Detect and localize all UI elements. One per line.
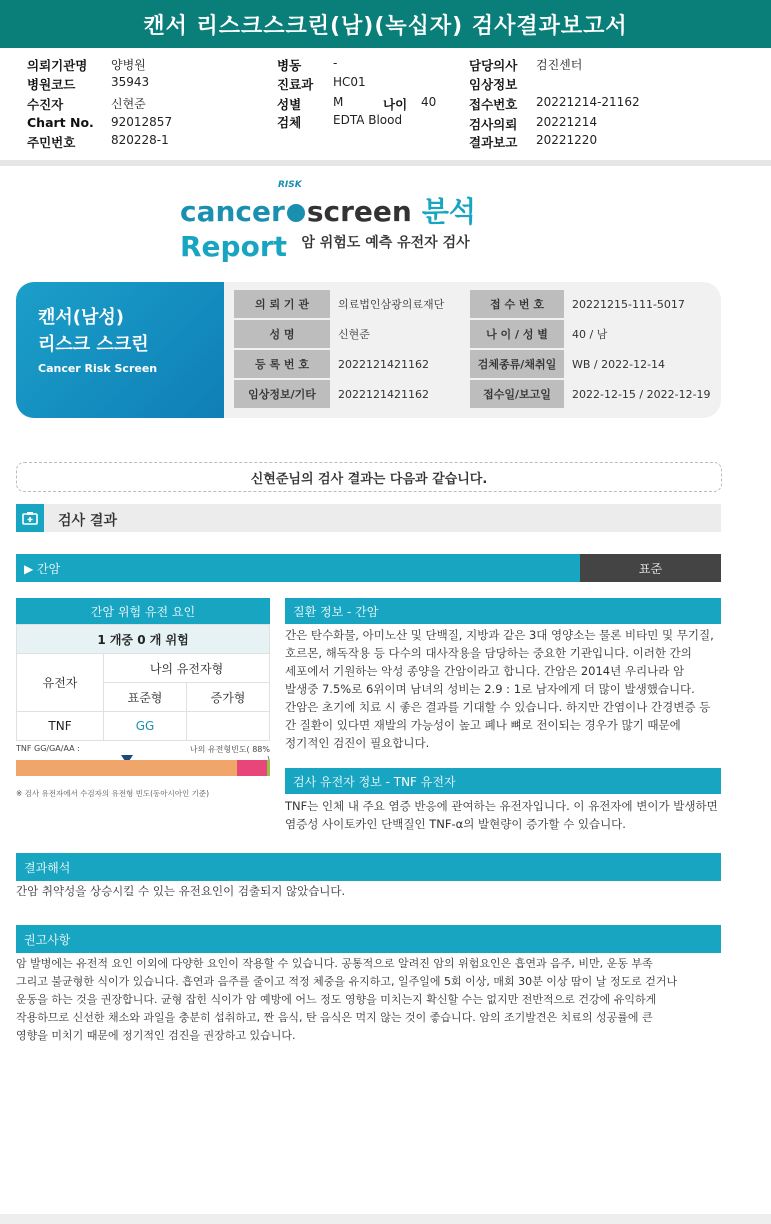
card-value: 2022121421162 — [338, 357, 429, 371]
card-label: 접수일/보고일 — [470, 380, 564, 408]
card-title-panel — [16, 282, 224, 418]
card-label: 임상정보/기타 — [234, 380, 330, 408]
text-line: 발생중 7.5%로 6위이며 남녀의 성비는 2.9 : 1로 남자에게 더 많이 발생했습니다. — [285, 682, 695, 696]
header-label: 검체 — [277, 115, 302, 130]
header-value: HC01 — [333, 75, 366, 89]
brand-screen: screen — [306, 195, 412, 228]
col-increase: 증가형 — [187, 683, 270, 712]
card-label: 의 뢰 기 관 — [234, 290, 330, 318]
header-label: 진료과 — [277, 77, 314, 92]
age-value: 40 — [421, 95, 437, 109]
disease-info-text — [285, 626, 725, 752]
header-value: EDTA Blood — [333, 113, 403, 127]
text-line: 염증성 사이토카인 단백질인 TNF-α의 발현량이 증가할 수 있습니다. — [285, 817, 626, 831]
gene-count: 1 개중 0 개 위험 — [17, 625, 270, 654]
card-value: WB / 2022-12-14 — [572, 357, 666, 371]
header-value: M — [333, 95, 344, 109]
freq-right-label: 나의 유전형빈도( 88% — [189, 745, 270, 754]
text-line: 세포에서 기원하는 악성 종양을 간암이라고 합니다. 간암은 2014년 우리나라 암 — [285, 664, 685, 678]
disease-info-title: 질환 정보 - 간암 — [285, 598, 721, 624]
text-line: 작용하므로 신선한 채소와 과일을 충분히 섭취하고, 짠 음식, 탄 음식은 먹지 않는 것이 좋습니다. 암의 조기발견은 치료의 성공률에 큰 — [16, 1011, 653, 1024]
header-value: 20221214 — [536, 115, 598, 129]
risk-status-badge: 표준 — [580, 554, 721, 582]
age-label: 나이 — [383, 97, 408, 112]
header-label: 접수번호 — [469, 97, 518, 112]
text-line: 영향을 미치기 때문에 정기적인 검진을 권장하고 있습니다. — [16, 1029, 296, 1042]
standard-value: GG — [104, 712, 187, 741]
result-summary: 신현준님의 검사 결과는 다음과 같습니다. — [16, 462, 722, 492]
header-value: 검진센터 — [536, 58, 583, 72]
gene-table-title: 간암 위험 유전 요인 — [16, 598, 270, 624]
gene-name: TNF — [17, 712, 104, 741]
text-line: TNF는 인체 내 주요 염증 반응에 관여하는 유전자입니다. 이 유전자에 변이가 발생하면 — [285, 799, 718, 813]
card-value: 20221215-111-5017 — [572, 297, 685, 311]
report-title: 캔서 리스크스크린(남)(녹십자) 검사결과보고서 — [0, 0, 771, 48]
card-value: 40 / 남 — [572, 328, 608, 341]
gene-table — [16, 624, 270, 741]
text-line: 암 발병에는 유전적 요인 이외에 다양한 요인이 작용할 수 있습니다. 공통적으로 알려진 암의 위험요인은 흡연과 음주, 비만, 운동 부족 — [16, 957, 653, 970]
header-label: 결과보고 — [469, 135, 518, 150]
card-title-en: Cancer Risk Screen — [38, 362, 158, 375]
card-title-line2: 리스크 스크린 — [38, 334, 149, 355]
header-label: 수진자 — [27, 97, 64, 112]
result-icon — [16, 504, 44, 532]
header-label: Chart No. — [27, 115, 94, 130]
patient-info-card — [16, 282, 721, 418]
footer-strip — [0, 1214, 771, 1224]
header-divider — [0, 160, 771, 166]
card-label: 성 명 — [234, 320, 330, 348]
header-value: - — [333, 56, 338, 70]
header-label: 의뢰기관명 — [27, 58, 88, 73]
plus-circle-icon — [287, 204, 305, 222]
card-value: 2022121421162 — [338, 387, 429, 401]
header-label: 병동 — [277, 58, 302, 73]
card-label: 검체종류/채취일 — [470, 350, 564, 378]
freq-left-label: TNF GG/GA/AA : — [16, 744, 80, 753]
header-value: 92012857 — [111, 115, 173, 129]
text-line: 호르몬, 해독작용 등 다수의 대사작용을 담당하는 중요한 기관입니다. 이러한 간의 — [285, 646, 692, 660]
text-line: 간암은 초기에 치료 시 좋은 결과를 기대할 수 있습니다. 하지만 간염이나 간경변증 등 — [285, 700, 711, 714]
brand-report: 분석 Report — [180, 195, 476, 263]
header-value: 20221220 — [536, 133, 598, 147]
interpretation-title: 결과해석 — [16, 853, 721, 881]
header-info — [0, 48, 771, 158]
header-value: 신현준 — [111, 97, 146, 111]
gene-info-text — [285, 797, 725, 833]
header-value: 양병원 — [111, 58, 146, 72]
card-value: 2022-12-15 / 2022-12-19 — [572, 387, 711, 401]
card-label: 나 이 / 성 별 — [470, 320, 564, 348]
interpretation-text: 간암 취약성을 상승시킬 수 있는 유전요인이 검출되지 않았습니다. — [16, 884, 346, 898]
header-label: 병원코드 — [27, 77, 76, 92]
header-label: 임상정보 — [469, 77, 518, 92]
brand-risk: RISK — [278, 180, 302, 190]
card-title-line1: 캔서(남성) — [38, 307, 125, 328]
cancer-name: ▶ 간암 — [24, 561, 61, 576]
recommendation-text — [16, 955, 726, 1045]
freq-bar-end — [267, 760, 270, 776]
brand-cancer: cancer — [180, 195, 285, 228]
freq-bar-major — [16, 760, 237, 776]
header-value: 35943 — [111, 75, 150, 89]
freq-note: ※ 검사 유전자에서 수검자의 유전형 빈도(동아시아인 기준) — [16, 789, 210, 798]
card-label: 접 수 번 호 — [470, 290, 564, 318]
cancer-type-bar — [16, 554, 580, 582]
increase-value — [187, 712, 270, 741]
section-header — [16, 504, 721, 532]
col-my-genotype: 나의 유전자형 — [104, 654, 270, 683]
header-label: 담당의사 — [469, 58, 518, 73]
card-value: 의료법인삼광의료재단 — [338, 298, 445, 311]
recommendation-title: 권고사항 — [16, 925, 721, 953]
header-label: 검사의뢰 — [469, 117, 518, 132]
header-value: 820228-1 — [111, 133, 169, 147]
card-value: 신현준 — [338, 328, 370, 341]
header-value: 20221214-21162 — [536, 95, 640, 109]
freq-bar — [16, 760, 270, 776]
header-label: 주민번호 — [27, 135, 76, 150]
header-label: 성별 — [277, 97, 302, 112]
text-line: 정기적인 검진이 필요합니다. — [285, 736, 430, 750]
brand-subtitle: 암 위험도 예측 유전자 검사 — [301, 235, 470, 251]
col-gene: 유전자 — [17, 654, 104, 712]
section-title: 검사 결과 — [58, 513, 117, 529]
col-standard: 표준형 — [104, 683, 187, 712]
text-line: 그리고 불균형한 식이가 있습니다. 흡연과 음주를 줄이고 적정 체중을 유지하고, 일주일에 5회 이상, 매회 30분 이상 땀이 날 정도로 걷거나 — [16, 975, 678, 988]
text-line: 간 질환이 있다면 재발의 가능성이 높고 폐나 뼈로 전이되는 경우가 많기 때문에 — [285, 718, 681, 732]
card-label: 등 록 번 호 — [234, 350, 330, 378]
freq-bar-minor — [237, 760, 267, 776]
gene-info-title: 검사 유전자 정보 - TNF 유전자 — [285, 768, 721, 794]
text-line: 운동을 하는 것을 권장합니다. 균형 잡힌 식이가 암 예방에 어느 정도 영향을 미치는지 확신할 수는 없지만 전반적으로 건강에 유익하게 — [16, 993, 657, 1006]
text-line: 간은 탄수화물, 아미노산 및 단백질, 지방과 같은 3대 영양소는 물론 비타민 및 무기질, — [285, 628, 714, 642]
